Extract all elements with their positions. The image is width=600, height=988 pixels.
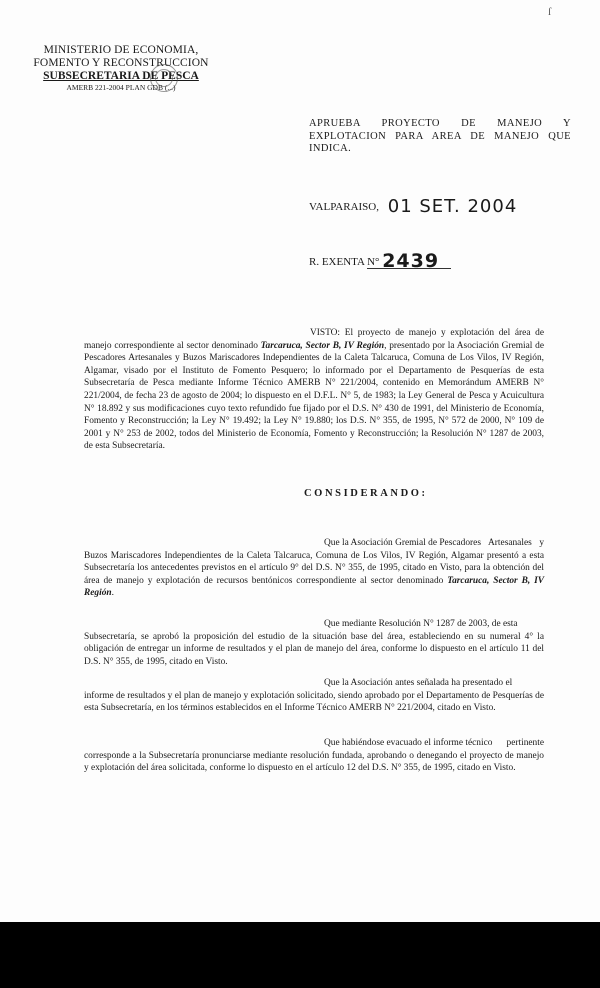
c1-text-2: . bbox=[111, 588, 114, 599]
corner-mark: ſ bbox=[548, 6, 552, 18]
considerando-paragraph-4 bbox=[84, 737, 544, 775]
considerando-paragraph-1 bbox=[84, 537, 544, 600]
considerando-paragraph-3 bbox=[84, 677, 544, 715]
resolution-no: N° bbox=[367, 256, 380, 268]
visto-paragraph bbox=[84, 327, 544, 453]
resolution-number: 2439 bbox=[382, 250, 440, 272]
c3-lead: Que la Asociación antes señalada ha presentado el bbox=[324, 678, 513, 688]
considerando-paragraph-2 bbox=[84, 618, 544, 668]
dateline-place: VALPARAISO, bbox=[309, 201, 379, 213]
dateline-date-stamp: 01 SET. 2004 bbox=[387, 196, 518, 217]
c1-sector: Tarcaruca, Sector B, IV Región bbox=[84, 575, 544, 599]
scan-bottom-border bbox=[0, 922, 600, 988]
seal-stamp-icon bbox=[150, 64, 178, 92]
c1-lead: Que la Asociación Gremial de Pescadores bbox=[324, 538, 481, 548]
letterhead-ministry-2: FOMENTO Y RECONSTRUCCION bbox=[33, 57, 209, 69]
subject-heading: APRUEBA PROYECTO DE MANEJO Y EXPLOTACION PARA AREA DE MANEJO QUE INDICA. bbox=[309, 118, 571, 154]
letterhead-subsecretaria: SUBSECRETARIA DE PESCA bbox=[43, 70, 199, 82]
resolution-underline bbox=[367, 268, 451, 269]
c2-lead: Que mediante Resolución N° 1287 de 2003, de esta bbox=[324, 619, 518, 629]
letterhead bbox=[26, 44, 216, 93]
visto-text-1: El proyecto de manejo y explotación del área de manejo correspondiente al sector denominado bbox=[84, 328, 544, 351]
letterhead-ministry: MINISTERIO DE ECONOMIA, bbox=[43, 44, 199, 56]
visto-sector: Tarcaruca, Sector B, IV Región bbox=[260, 340, 385, 351]
resolution-line bbox=[309, 250, 439, 272]
letterhead-reference: AMERB 221-2004 PLAN GDB (...) bbox=[66, 83, 176, 92]
visto-label: VISTO: bbox=[310, 328, 341, 338]
resolution-label: R. EXENTA bbox=[309, 256, 365, 268]
considerando-heading: CONSIDERANDO: bbox=[304, 488, 428, 499]
visto-text-2: , presentado por la Asociación Gremial de Pescadores Artesanales y Buzos Mariscadores Independientes de la Caleta Talcaruca, Comuna de Los Vilos, IV Región, Algamar, visado por el Instituto de Fomento Pesquero; lo informado por el Departamento de Pesquerías de esta Subsecretaría de Pesca mediante Informe Técnico AMERB N° 221/2004, contenido en Memorándum AMERB N° 221/2004, de fecha 23 de agosto de 2004; lo dispuesto en el D.F.L. N° 5, de 1983; la Ley General de Pesca y Acuicultura N° 18.892 y sus modificaciones cuyo texto refundido fue fijado por el D.S. N° 430 de 1991, del Ministerio de Economía, Fomento y Reconstrucción; la Ley N° 19.492; la Ley N° 19.880; los D.S. N° 355, de 1995, N° 572 de 2000, N° 109 de 2001 y N° 253 de 2002, todos del Ministerio de Economía, Fomento y Reconstrucción; la Resolución N° 1287 de 2003, de esta Subsecretaría. bbox=[84, 340, 544, 452]
dateline bbox=[309, 196, 517, 217]
c4-text: pertinente corresponde a la Subsecretaría pronunciarse mediante resolución fundada, aprobando o denegando el proyecto de manejo y explotación del área solicitada, conforme lo dispuesto en el artículo 12 del D.S. N° 355, de 1995, citado en Visto. bbox=[84, 738, 544, 774]
c1-text-1: Artesanales y Buzos Mariscadores Independientes de la Caleta Talcaruca, Comuna de Los Vilos, IV Región, Algamar presentó a esta Subsecretaría los antecedentes previstos en el artículo 9° del D.S. N° 355, de 1995, citado en Visto, para la obtención del área de manejo y explotación de recursos bentónicos correspondiente al sector denominado bbox=[84, 538, 545, 586]
c2-text: Subsecretaría, se aprobó la proposición del estudio de la situación base del área, estableciendo en su numeral 4° la obligación de entregar un informe de resultados y el plan de manejo del área, conforme lo dispuesto en el artículo 11 del D.S. N° 355, de 1995, citado en Visto. bbox=[84, 631, 544, 667]
c3-text: informe de resultados y el plan de manejo y explotación solicitado, siendo aprobado por el Departamento de Pesquerías de esta Subsecretaría, en los términos establecidos en el Informe Técnico AMERB N° 221/2004, citado en Visto. bbox=[84, 690, 544, 714]
c4-lead: Que habiéndose evacuado el informe técnico bbox=[324, 738, 493, 748]
